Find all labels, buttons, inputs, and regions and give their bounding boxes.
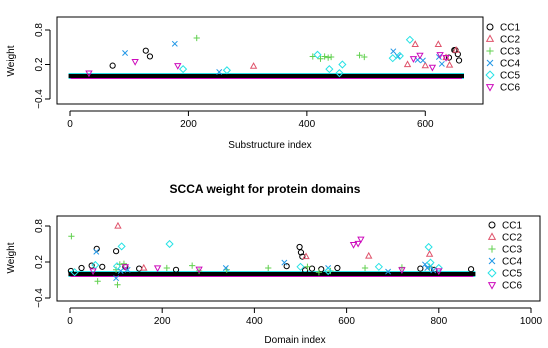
data-point-cc5 (339, 61, 346, 68)
data-point-cc1 (100, 264, 105, 269)
x-tick-label: 200 (180, 119, 197, 130)
data-point-cc1 (143, 48, 148, 53)
legend-label: CC4 (502, 256, 523, 268)
legend-label: CC2 (502, 232, 523, 244)
data-point-cc5 (224, 67, 231, 74)
legend-item-cc1 (489, 221, 522, 232)
data-point-cc2 (435, 41, 441, 46)
y-tick-label: −0.4 (34, 288, 45, 308)
data-point-cc6 (411, 57, 417, 62)
legend-label: CC5 (500, 70, 521, 82)
series-cc1 (68, 244, 473, 273)
legend-item-cc4 (489, 257, 522, 268)
y-axis (34, 219, 50, 308)
legend-symbol (486, 71, 494, 79)
legend-item-cc3 (486, 47, 520, 58)
x-tick-label: 200 (153, 316, 171, 327)
substructure-weight-panel (6, 17, 520, 151)
data-point-cc3 (325, 54, 331, 60)
plot-frame (57, 216, 540, 301)
data-point-cc4 (420, 58, 425, 63)
data-point-cc5 (166, 241, 173, 248)
data-point-cc1 (114, 249, 119, 254)
data-point-cc4 (172, 41, 177, 46)
x-tick-label: 0 (67, 119, 73, 130)
legend (486, 23, 520, 94)
y-axis (34, 23, 50, 109)
legend (488, 221, 522, 292)
legend-item-cc2 (489, 233, 523, 244)
data-point-cc2 (412, 41, 418, 46)
series-cc2 (251, 41, 459, 68)
data-point-cc5 (326, 66, 333, 73)
legend-symbol (487, 60, 493, 66)
data-point-cc2 (366, 253, 372, 258)
legend-label: CC5 (502, 268, 523, 280)
baseline-weights-band (68, 272, 475, 276)
legend-item-cc2 (487, 35, 521, 46)
data-point-cc5 (407, 36, 414, 43)
series-cc3 (68, 233, 432, 288)
series-cc6 (90, 237, 441, 274)
legend-symbol (488, 269, 496, 277)
x-tick-label: 400 (246, 316, 263, 327)
legend-symbol (487, 85, 494, 91)
data-point-cc5 (118, 243, 125, 250)
x-axis-label: Substructure index (228, 140, 312, 151)
legend-symbol (488, 245, 495, 252)
data-point-cc3 (189, 262, 195, 268)
legend-label: CC6 (500, 82, 521, 94)
x-tick-label: 1000 (519, 316, 543, 327)
data-point-cc4 (94, 249, 99, 254)
data-point-cc6 (155, 266, 161, 271)
series-cc3 (194, 35, 368, 62)
legend-item-cc6 (487, 83, 521, 94)
legend-symbol (486, 47, 493, 54)
legend-item-cc4 (487, 59, 520, 70)
x-tick-label: 0 (67, 316, 73, 327)
legend-item-cc5 (486, 71, 520, 82)
data-point-cc2 (427, 251, 433, 256)
legend-item-cc5 (488, 269, 522, 280)
data-point-cc5 (314, 51, 321, 58)
y-axis-label: Weight (6, 45, 17, 77)
legend-symbol (489, 222, 495, 228)
data-point-cc5 (375, 263, 382, 270)
data-point-cc1 (147, 54, 152, 59)
data-point-cc3 (362, 265, 368, 271)
data-point-cc4 (391, 49, 396, 54)
series-cc5 (180, 36, 414, 76)
series-cc1 (110, 48, 462, 69)
data-point-cc3 (265, 265, 271, 271)
x-tick-label: 600 (416, 119, 434, 130)
data-point-cc1 (79, 265, 84, 270)
data-point-cc4 (122, 50, 127, 55)
data-point-cc3 (68, 233, 74, 239)
data-point-cc1 (110, 63, 115, 68)
legend-label: CC6 (502, 280, 523, 292)
x-tick-label: 400 (298, 119, 316, 130)
x-axis (67, 308, 542, 327)
data-point-cc3 (121, 261, 127, 267)
plot-frame (57, 17, 483, 104)
legend-item-cc6 (489, 281, 523, 292)
data-point-cc3 (164, 265, 170, 271)
baseline-weights-band (69, 74, 464, 78)
protein-domain-weight-panel (6, 182, 543, 346)
legend-item-cc3 (488, 245, 522, 256)
data-point-cc1 (297, 244, 302, 249)
data-point-cc2 (422, 63, 428, 68)
data-point-cc1 (456, 58, 461, 63)
legend-symbol (489, 258, 495, 264)
x-axis (67, 111, 434, 130)
legend-label: CC3 (502, 244, 523, 256)
legend-symbol (489, 233, 496, 239)
y-tick-label: 0.8 (34, 219, 45, 233)
data-point-cc2 (115, 223, 121, 228)
legend-symbol (487, 24, 493, 30)
x-tick-label: 800 (430, 316, 448, 327)
chart-title: SCCA weight for protein domains (169, 182, 361, 196)
legend-label: CC1 (502, 220, 523, 232)
data-point-cc5 (389, 55, 396, 62)
legend-label: CC2 (500, 34, 521, 46)
y-tick-label: 0.2 (34, 255, 45, 269)
legend-label: CC4 (500, 58, 521, 70)
y-tick-label: 0.8 (34, 23, 45, 37)
x-tick-label: 600 (338, 316, 355, 327)
data-point-cc6 (417, 53, 423, 58)
data-point-cc5 (427, 259, 434, 266)
legend-symbol (489, 283, 496, 289)
data-point-cc4 (439, 61, 444, 66)
legend-item-cc1 (487, 23, 520, 34)
data-point-cc6 (430, 65, 436, 70)
data-point-cc1 (335, 265, 340, 270)
data-point-cc3 (114, 282, 120, 288)
legend-symbol (487, 35, 494, 41)
data-point-cc6 (132, 60, 138, 65)
data-point-cc6 (175, 64, 181, 69)
data-point-cc2 (251, 63, 257, 68)
series-cc2 (115, 223, 432, 270)
data-point-cc2 (447, 62, 453, 67)
y-tick-label: −0.4 (34, 89, 45, 109)
legend-label: CC1 (500, 22, 521, 34)
legend-label: CC3 (500, 46, 521, 58)
y-tick-label: 0.2 (34, 57, 45, 72)
data-point-cc2 (405, 61, 411, 66)
data-point-cc3 (328, 54, 334, 60)
data-point-cc3 (194, 35, 200, 41)
data-point-cc3 (95, 278, 101, 284)
y-axis-label: Weight (6, 242, 17, 274)
data-point-cc5 (180, 66, 187, 73)
data-point-cc6 (351, 243, 357, 248)
x-axis-label: Domain index (264, 335, 326, 346)
data-point-cc5 (425, 244, 432, 251)
